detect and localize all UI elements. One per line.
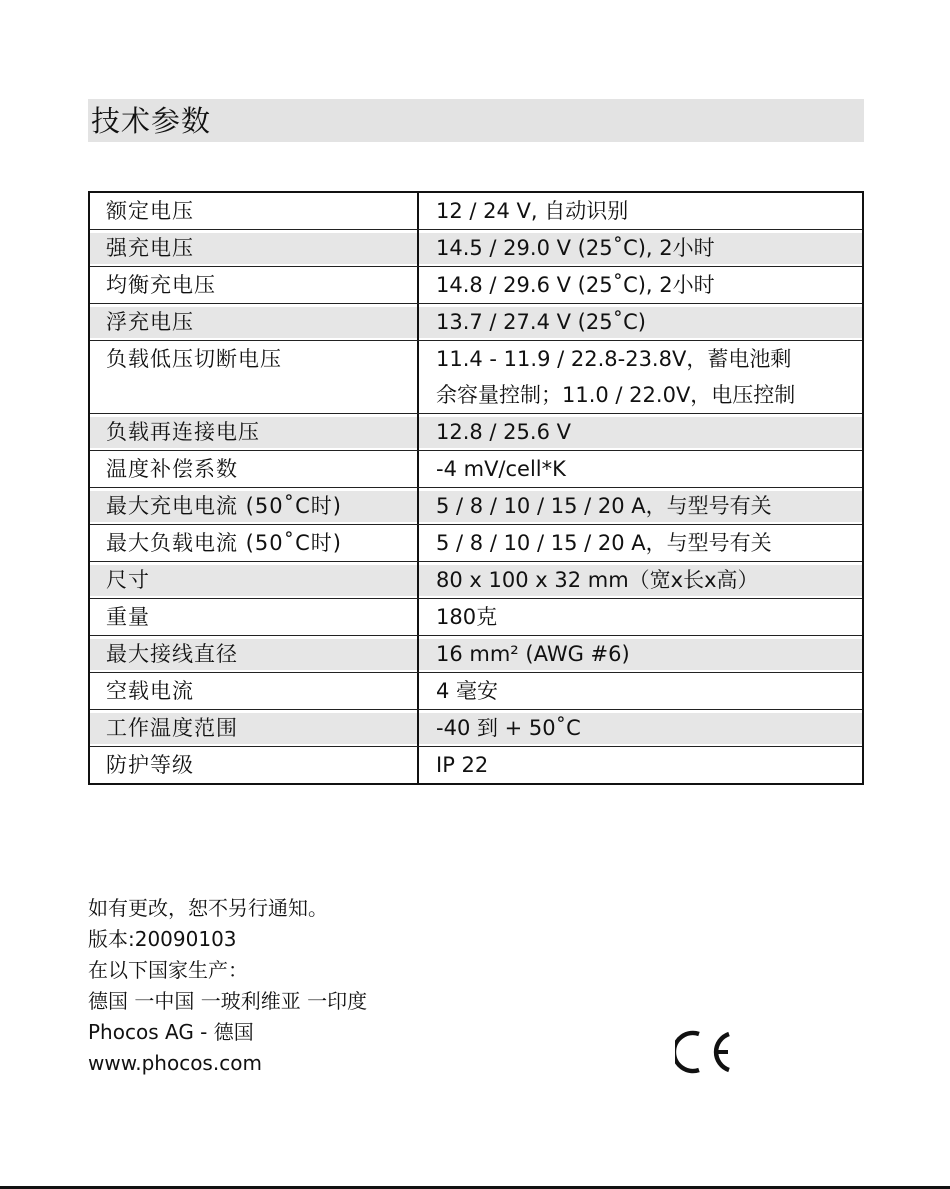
spec-value-line: 4 毫安 bbox=[436, 679, 499, 703]
spec-value bbox=[419, 230, 862, 266]
company-name: Phocos AG - 德国 bbox=[88, 1020, 254, 1044]
spec-value bbox=[419, 562, 862, 598]
spec-value bbox=[419, 747, 862, 783]
spec-row bbox=[90, 450, 862, 487]
spec-value bbox=[419, 599, 862, 635]
spec-table bbox=[88, 191, 864, 785]
spec-value bbox=[419, 341, 862, 413]
spec-value-line: 12.8 / 25.6 V bbox=[436, 420, 571, 444]
spec-label: 尺寸 bbox=[90, 562, 419, 598]
spec-label: 最大充电电流 (50˚C时) bbox=[90, 488, 419, 524]
spec-row bbox=[90, 635, 862, 672]
section-title-bar bbox=[88, 99, 864, 142]
spec-label: 最大负载电流 (50˚C时) bbox=[90, 525, 419, 561]
spec-value bbox=[419, 414, 862, 450]
spec-value-line: 11.4 - 11.9 / 22.8-23.8V，蓄电池剩 bbox=[436, 347, 792, 371]
spec-label: 额定电压 bbox=[90, 193, 419, 229]
spec-value-line: 14.5 / 29.0 V (25˚C), 2小时 bbox=[436, 236, 715, 260]
produced-in-label: 在以下国家生产： bbox=[88, 958, 248, 982]
spec-row bbox=[90, 746, 862, 783]
spec-value-line-2: 余容量控制；11.0 / 22.0V，电压控制 bbox=[436, 383, 796, 407]
change-notice: 如有更改，恕不另行通知。 bbox=[88, 896, 328, 920]
website-link[interactable]: www.phocos.com bbox=[88, 1051, 262, 1075]
spec-label: 最大接线直径 bbox=[90, 636, 419, 672]
spec-value bbox=[419, 636, 862, 672]
spec-row bbox=[90, 340, 862, 413]
ce-mark-logo bbox=[675, 1030, 733, 1074]
spec-value-line: 12 / 24 V, 自动识别 bbox=[436, 199, 629, 223]
spec-label: 负载再连接电压 bbox=[90, 414, 419, 450]
spec-row bbox=[90, 487, 862, 524]
spec-value-line: -4 mV/cell*K bbox=[436, 457, 566, 481]
spec-row bbox=[90, 672, 862, 709]
version-text: 版本:20090103 bbox=[88, 927, 237, 951]
spec-row bbox=[90, 193, 862, 229]
spec-row bbox=[90, 561, 862, 598]
spec-label: 重量 bbox=[90, 599, 419, 635]
spec-label: 工作温度范围 bbox=[90, 710, 419, 746]
spec-value bbox=[419, 525, 862, 561]
spec-value-line: 16 mm² (AWG #6) bbox=[436, 642, 630, 666]
spec-value-line: IP 22 bbox=[436, 753, 489, 777]
spec-row bbox=[90, 266, 862, 303]
spec-label: 防护等级 bbox=[90, 747, 419, 783]
spec-value bbox=[419, 710, 862, 746]
spec-label: 浮充电压 bbox=[90, 304, 419, 340]
spec-value bbox=[419, 488, 862, 524]
spec-row bbox=[90, 303, 862, 340]
spec-row bbox=[90, 709, 862, 746]
countries-list: 德国 一中国 一玻利维亚 一印度 bbox=[88, 989, 368, 1013]
spec-value-line: 5 / 8 / 10 / 15 / 20 A，与型号有关 bbox=[436, 494, 772, 518]
spec-value-line: 180克 bbox=[436, 605, 498, 629]
spec-value-line: 80 x 100 x 32 mm（宽x长x高） bbox=[436, 568, 759, 592]
spec-value bbox=[419, 451, 862, 487]
spec-row bbox=[90, 229, 862, 266]
page-title: 技术参数 bbox=[91, 104, 212, 138]
spec-value-line: 5 / 8 / 10 / 15 / 20 A，与型号有关 bbox=[436, 531, 772, 555]
spec-row bbox=[90, 413, 862, 450]
spec-value bbox=[419, 673, 862, 709]
spec-value bbox=[419, 267, 862, 303]
spec-label: 强充电压 bbox=[90, 230, 419, 266]
spec-row bbox=[90, 524, 862, 561]
spec-label: 负载低压切断电压 bbox=[90, 341, 419, 413]
spec-label: 温度补偿系数 bbox=[90, 451, 419, 487]
spec-value-line: 14.8 / 29.6 V (25˚C), 2小时 bbox=[436, 273, 715, 297]
spec-label: 空载电流 bbox=[90, 673, 419, 709]
spec-value-line: 13.7 / 27.4 V (25˚C) bbox=[436, 310, 646, 334]
spec-row bbox=[90, 598, 862, 635]
spec-label: 均衡充电压 bbox=[90, 267, 419, 303]
spec-value-line: -40 到 + 50˚C bbox=[436, 716, 581, 740]
footer-notes bbox=[88, 893, 367, 1079]
spec-value bbox=[419, 304, 862, 340]
spec-value bbox=[419, 193, 862, 229]
